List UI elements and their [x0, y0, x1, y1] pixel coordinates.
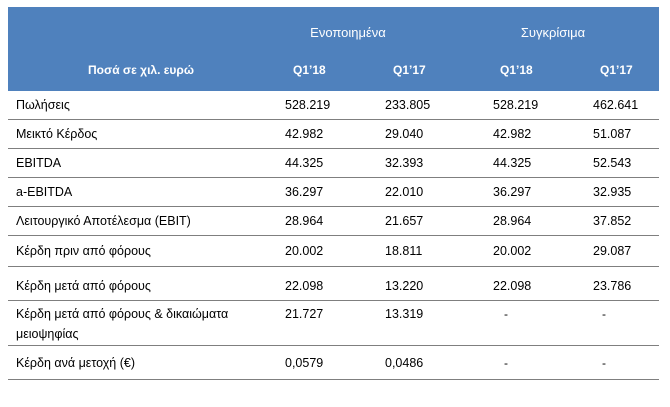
cell-value: 36.297 [285, 185, 324, 199]
group-header-consolidated: Ενοποιημένα [310, 25, 386, 40]
cell-value: 42.982 [285, 127, 324, 141]
financial-results-table [8, 7, 659, 380]
row-label: Κέρδη πριν από φόρους [16, 244, 151, 258]
cell-value: 51.087 [593, 127, 632, 141]
row-label-line: μειοψηφίας [16, 327, 79, 341]
column-header-q1-17-consolidated: Q1’17 [393, 63, 426, 77]
cell-value: 233.805 [385, 98, 431, 112]
table-row [8, 346, 659, 380]
row-label: Κέρδη μετά από φόρους [16, 279, 151, 293]
table-row [8, 120, 659, 149]
table-row [8, 236, 659, 267]
row-label: Πωλήσεις [16, 98, 70, 112]
cell-value: 32.935 [593, 185, 632, 199]
cell-value: 20.002 [285, 244, 324, 258]
cell-value: 21.657 [385, 214, 424, 228]
cell-value: - [602, 356, 606, 370]
cell-value: 42.982 [493, 127, 532, 141]
cell-value: 21.727 [285, 307, 324, 321]
cell-value: 44.325 [493, 156, 532, 170]
table-row [8, 301, 659, 346]
table-row [8, 149, 659, 178]
row-label-line: Κέρδη μετά από φόρους & δικαιώματα [16, 307, 229, 321]
cell-value: 13.220 [385, 279, 424, 293]
cell-value: - [504, 356, 508, 370]
column-header-q1-18-comparable: Q1’18 [500, 63, 533, 77]
table-row [8, 267, 659, 301]
cell-value: 0,0486 [385, 356, 424, 370]
cell-value: 22.010 [385, 185, 424, 199]
cell-value: 22.098 [493, 279, 532, 293]
cell-value: 528.219 [285, 98, 331, 112]
cell-value: 37.852 [593, 214, 632, 228]
group-header-comparable: Συγκρίσιμα [520, 25, 586, 40]
table-header [8, 7, 659, 91]
cell-value: 20.002 [493, 244, 532, 258]
row-label [16, 304, 228, 344]
cell-value: 29.087 [593, 244, 632, 258]
cell-value: - [504, 307, 508, 321]
cell-value: 28.964 [493, 214, 532, 228]
column-header-q1-17-comparable: Q1’17 [600, 63, 633, 77]
cell-value: 18.811 [385, 244, 423, 258]
cell-value: 23.786 [593, 279, 632, 293]
row-label: a-EBITDA [16, 185, 73, 199]
row-label: Λειτουργικό Αποτέλεσμα (EBIT) [16, 214, 191, 228]
table-row [8, 207, 659, 236]
cell-value: 0,0579 [285, 356, 324, 370]
cell-value: 44.325 [285, 156, 324, 170]
cell-value: 13.319 [385, 307, 424, 321]
table-row [8, 91, 659, 120]
cell-value: - [602, 307, 606, 321]
table-row [8, 178, 659, 207]
row-label-header: Ποσά σε χιλ. ευρώ [88, 63, 194, 77]
row-label: EBITDA [16, 156, 62, 170]
cell-value: 462.641 [593, 98, 639, 112]
row-label: Κέρδη ανά μετοχή (€) [16, 356, 135, 370]
cell-value: 528.219 [493, 98, 539, 112]
cell-value: 36.297 [493, 185, 532, 199]
cell-value: 28.964 [285, 214, 324, 228]
column-header-q1-18-consolidated: Q1’18 [293, 63, 326, 77]
cell-value: 52.543 [593, 156, 632, 170]
cell-value: 22.098 [285, 279, 324, 293]
cell-value: 29.040 [385, 127, 424, 141]
row-label: Μεικτό Κέρδος [16, 127, 98, 141]
cell-value: 32.393 [385, 156, 424, 170]
